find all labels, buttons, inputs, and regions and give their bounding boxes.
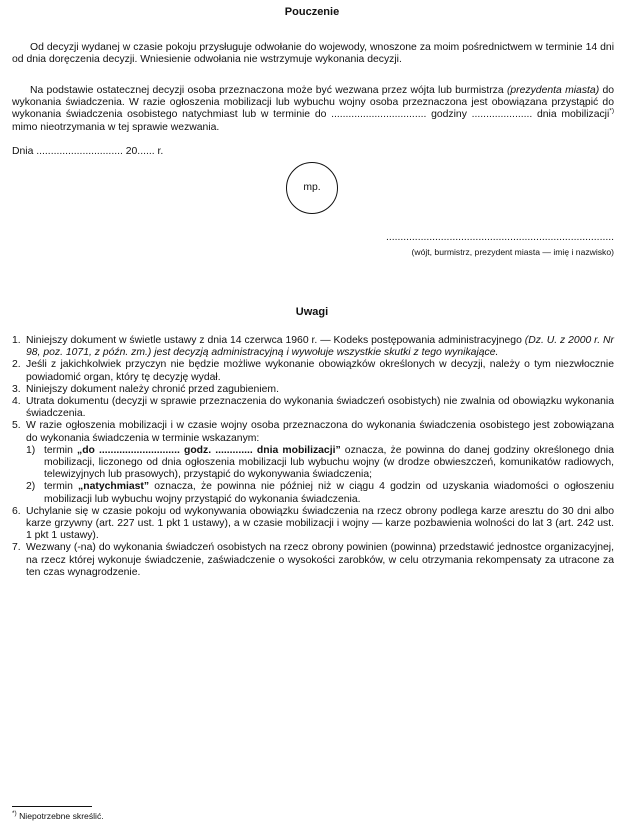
item-text: W razie ogłoszenia mobilizacji i w czasie wojny osoba przeznaczona do wykonania świadczenia osobistego jest zobowiązana do wykonania świadczenia w terminie wskazanym: [26,420,614,444]
list-item [12,542,614,579]
p2-text-a: Na podstawie ostatecznej decyzji osoba przeznaczona może być wezwana przez wójta lub burmistrza [30,85,504,96]
p2-text-italic: (prezydenta miasta) [506,85,600,96]
item-text: Uchylanie się w czasie pokoju od wykonywania obowiązku świadczenia na rzecz obrony podlega karze aresztu do 30 dni albo karze grzywny (art. 227 ust. 1 pkt 1 ustawy), a w czasie mobilizacji i wojny — karze pozbawienia wolności do lat 3 (art. 242 ust. 1 pkt 1 ustawy). [26,505,614,542]
item-number: 2. [12,359,21,371]
item-text: Niniejszy dokument w świetle ustawy z dnia 14 czerwca 1960 r. — Kodeks postępowania administracyjnego [26,335,522,346]
stamp-circle [286,162,338,214]
sub-item-bold: „do ............................ godz. ............. dnia mobilizacji” [77,444,341,456]
sub-list-item [26,481,614,505]
item-text: Jeśli z jakichkolwiek przyczyn nie będzie możliwe wykonanie obowiązków określonych w decyzji, należy o tym niezwłocznie powiadomić organ, który tę decyzję wydał. [26,359,614,383]
list-item [12,396,614,420]
item-number: 3. [12,383,21,395]
list-item [12,384,614,396]
uwagi-title: Uwagi [295,306,329,318]
pouczenie-title: Pouczenie [284,6,340,18]
sub-item-bold: „natychmiast” [78,481,150,493]
item-number: 1. [12,335,21,346]
sub-list [26,445,614,506]
item-number: 5. [12,420,21,432]
item-number: 4. [12,396,21,408]
signature-line: ............................................................................... [385,232,614,243]
footnote-divider [12,806,92,807]
item-number: 7. [12,542,21,554]
pouczenie-paragraph-1: Od decyzji wydanej w czasie pokoju przysługuje odwołanie do wojewody, wnoszone za moim pośrednictwem w terminie 14 dni od dnia doręczenia decyzji. Wniesienie odwołania nie wstrzymuje wykonania decyzji. [12,42,614,66]
list-item [12,420,614,505]
uwagi-list [12,335,614,579]
footnote-mark: *) [12,810,17,818]
item-text: Utrata dokumentu (decyzji w sprawie przeznaczenia do wykonania świadczeń osobistych) nie zwalnia od obowiązku wykonania świadczenia. [26,396,614,420]
sub-item-text: termin [44,481,73,493]
footnote [12,810,104,822]
item-text: Niniejszy dokument należy chronić przed zagubieniem. [26,383,279,395]
list-item [12,335,614,359]
list-item [12,506,614,543]
item-number: 6. [12,505,21,517]
list-item [12,359,614,383]
sub-item-text: oznacza, że powinna do danej godziny określonego dnia mobilizacji, liczonego od dnia ogłoszenia mobilizacji lub wybuchu wojny (w drodze obwieszczeń, komunikatów radiowych, telewizyjnych lub prasowych), przystąpić do wykonywania świadczenia; [44,444,614,481]
sub-item-number: 2) [26,481,36,493]
item-text-italic: (Dz. U. z 2000 r. Nr 98, poz. 1071, z późn. zm.) jest decyzją administracyjną i wywołuje wszystkie skutki z tego wynikające. [26,335,615,359]
item-text: Wezwany (-na) do wykonania świadczeń osobistych na rzecz obrony powinien (powinna) przedstawić jednostce organizacyjnej, na rzecz której wykonuje świadczenie, zaświadczenie o wysokości zarobków, w celu otrzymania rekompensaty za utracone za ten czas wynagrodzenie. [26,542,614,578]
stamp-label: mp. [303,181,321,193]
footnote-text: Niepotrzebne skreślić. [19,811,104,821]
signature-caption: (wójt, burmistrz, prezydent miasta — imię i nazwisko) [411,247,614,257]
p2-text-c: mimo nieotrzymania w tej sprawie wezwania. [12,121,220,133]
p2-text-b: do wykonania świadczenia. W razie ogłoszenia mobilizacji lub wybuchu wojny osoba przeznaczona jest obowiązana przystąpić do wykonania świadczenia osobistego natychmiast lub w terminie do ................................. godziny ..................... dnia mobilizacji [12,85,614,121]
pouczenie-paragraph-2 [12,85,614,134]
sub-item-text: oznacza, że powinna nie później niż w ciągu 4 godzin od uzyskania wiadomości o ogłoszeniu mobilizacji lub wybuchu wojny przystąpić do wykonania świadczenia. [44,481,614,505]
date-line: Dnia .............................. 20...... r. [12,146,164,157]
footnote-ref: *) [609,107,614,115]
sub-item-number: 1) [26,444,36,456]
sub-list-item [26,445,614,482]
sub-item-text: termin [44,444,73,456]
